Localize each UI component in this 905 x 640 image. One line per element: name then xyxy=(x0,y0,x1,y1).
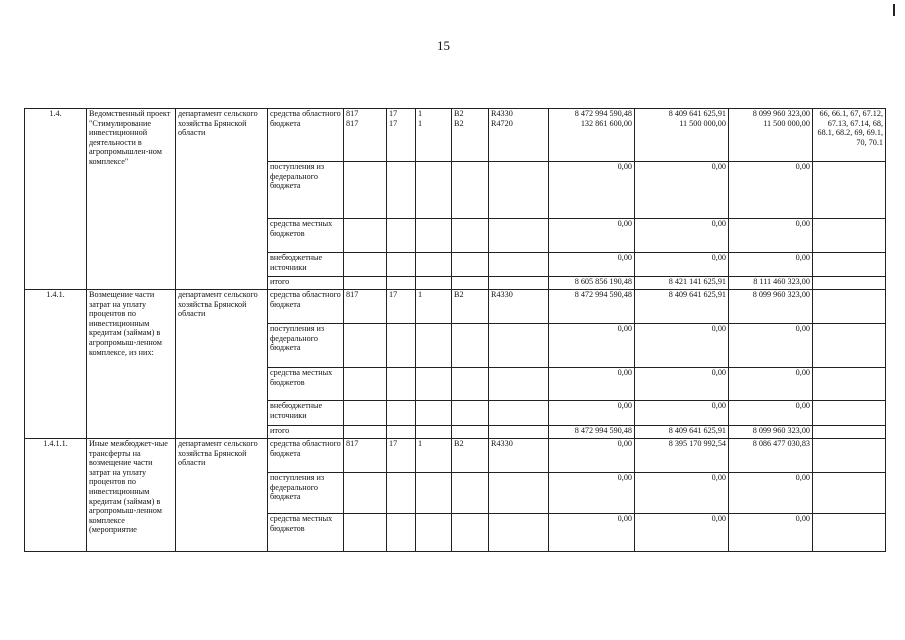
grbs-cell: 817 817 xyxy=(344,109,387,162)
indicator-refs: 66, 66.1, 67, 67.12, 67.13, 67.14, 68, 68.1, 68.2, 69, 69.1, 70, 70.1 xyxy=(813,109,886,162)
rz-cell: 17 17 xyxy=(387,109,416,162)
grbs-cell: 817 xyxy=(344,439,387,473)
amount-year3: 0,00 xyxy=(729,219,813,253)
grbs-cell: 817 xyxy=(344,290,387,324)
rz-cell: 17 xyxy=(387,439,416,473)
amount-year1: 0,00 xyxy=(549,401,635,426)
source-label: средства местных бюджетов xyxy=(268,368,344,401)
source-label: внебюджетные источники xyxy=(268,401,344,426)
amount-year1: 0,00 xyxy=(549,162,635,219)
amount-year3: 0,00 xyxy=(729,253,813,277)
amount-year3: 0,00 xyxy=(729,368,813,401)
amount-year2: 0,00 xyxy=(635,324,729,368)
amount-year1: 0,00 xyxy=(549,514,635,552)
amount-year2: 0,00 xyxy=(635,368,729,401)
amount-year2: 8 395 170 992,54 xyxy=(635,439,729,473)
rz-cell: 17 xyxy=(387,290,416,324)
amount-year1: 8 472 994 590,48 xyxy=(549,426,635,439)
amount-year3: 8 111 460 323,00 xyxy=(729,277,813,290)
amount-year1: 0,00 xyxy=(549,368,635,401)
amount-year3: 8 099 960 323,00 xyxy=(729,290,813,324)
source-label: средства областного бюджета xyxy=(268,439,344,473)
amount-year2: 8 409 641 625,91 xyxy=(635,426,729,439)
amount-year2: 0,00 xyxy=(635,473,729,514)
executor: департамент сельского хозяйства Брянской области xyxy=(176,109,268,290)
amount-year3: 8 086 477 030,83 xyxy=(729,439,813,473)
measure-name: Иные межбюджет-ные трансферты на возмещение части затрат на уплату процентов по инвестиционным кредитам (займам) в агропромыш-ленном комплексе (мероприятие xyxy=(87,439,176,552)
amount-year2: 0,00 xyxy=(635,514,729,552)
amount-year1: 8 605 856 190,48 xyxy=(549,277,635,290)
amount-year1: 0,00 xyxy=(549,253,635,277)
amount-year2: 0,00 xyxy=(635,401,729,426)
amount-year1: 0,00 xyxy=(549,439,635,473)
measure-name: Ведомственный проект "Стимулирование инвестиционной деятельности в агропромышлен-ном комплексе" xyxy=(87,109,176,290)
source-label: поступления из федерального бюджета xyxy=(268,162,344,219)
source-label: внебюджетные источники xyxy=(268,253,344,277)
executor: департамент сельского хозяйства Брянской области xyxy=(176,290,268,439)
amount-year3: 8 099 960 323,00 11 500 000,00 xyxy=(729,109,813,162)
row-number: 1.4. xyxy=(25,109,87,290)
table-row xyxy=(25,290,886,324)
amount-year2: 0,00 xyxy=(635,162,729,219)
pr-cell: 1 xyxy=(416,290,452,324)
amount-year3: 0,00 xyxy=(729,162,813,219)
measure-name: Возмещение части затрат на уплату процентов по инвестиционным кредитам (займам) в агропромыш-ленном комплексе, из них: xyxy=(87,290,176,439)
source-label: итого xyxy=(268,426,344,439)
source-label: средства областного бюджета xyxy=(268,109,344,162)
amount-year2: 8 409 641 625,91 xyxy=(635,290,729,324)
amount-year2: 0,00 xyxy=(635,253,729,277)
cs-cell: В2 xyxy=(452,439,489,473)
vr-cell: R4330 xyxy=(489,439,549,473)
source-label: поступления из федерального бюджета xyxy=(268,324,344,368)
amount-year1: 8 472 994 590,48 xyxy=(549,290,635,324)
row-number: 1.4.1.1. xyxy=(25,439,87,552)
amount-year2: 0,00 xyxy=(635,219,729,253)
executor: департамент сельского хозяйства Брянской области xyxy=(176,439,268,552)
row-number: 1.4.1. xyxy=(25,290,87,439)
vr-cell: R4330 R4720 xyxy=(489,109,549,162)
source-label: поступления из федерального бюджета xyxy=(268,473,344,514)
table-row xyxy=(25,439,886,473)
amount-year3: 0,00 xyxy=(729,401,813,426)
source-label: средства областного бюджета xyxy=(268,290,344,324)
scan-edge-mark xyxy=(893,4,895,16)
amount-year2: 8 409 641 625,91 11 500 000,00 xyxy=(635,109,729,162)
pr-cell: 1 xyxy=(416,439,452,473)
budget-table xyxy=(24,108,886,552)
table-row xyxy=(25,109,886,162)
cs-cell: В2 xyxy=(452,290,489,324)
amount-year3: 0,00 xyxy=(729,324,813,368)
amount-year1: 0,00 xyxy=(549,219,635,253)
amount-year3: 8 099 960 323,00 xyxy=(729,426,813,439)
amount-year1: 0,00 xyxy=(549,324,635,368)
source-label: итого xyxy=(268,277,344,290)
amount-year1: 0,00 xyxy=(549,473,635,514)
amount-year3: 0,00 xyxy=(729,473,813,514)
amount-year2: 8 421 141 625,91 xyxy=(635,277,729,290)
source-label: средства местных бюджетов xyxy=(268,219,344,253)
vr-cell: R4330 xyxy=(489,290,549,324)
cs-cell: В2 В2 xyxy=(452,109,489,162)
pr-cell: 1 1 xyxy=(416,109,452,162)
source-label: средства местных бюджетов xyxy=(268,514,344,552)
amount-year3: 0,00 xyxy=(729,514,813,552)
page-number: 15 xyxy=(437,38,450,53)
amount-year1: 8 472 994 590,48 132 861 600,00 xyxy=(549,109,635,162)
